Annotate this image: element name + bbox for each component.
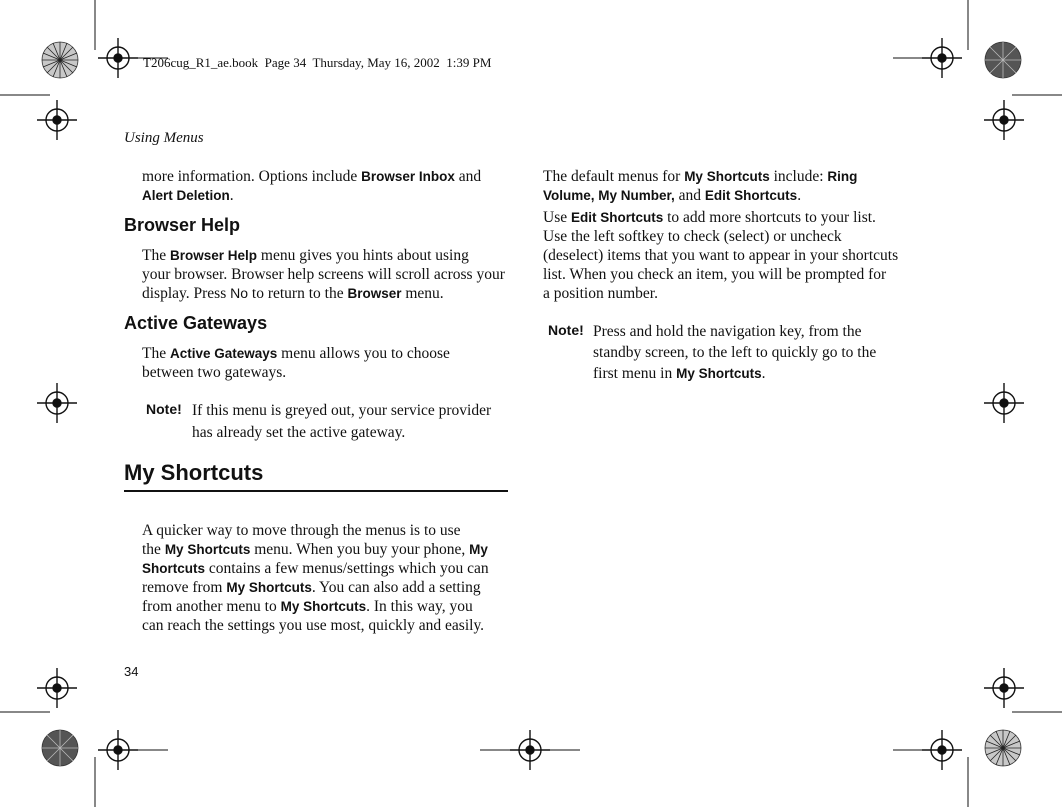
active-gateways-paragraph: The Active Gateways menu allows you to choose between two gateways.: [142, 345, 450, 381]
print-slug: T206cug_R1_ae.book Page 34 Thursday, May 16, 2002 1:39 PM: [143, 55, 492, 70]
my-shortcuts-paragraph: A quicker way to move through the menus is to use the My Shortcuts menu. When you buy your phone, My Shortcuts contains a few menus/settings which you can remove from My Shortcuts. You can also add a setting from another menu to My Shortcuts. In this way, you can reach the settings you use most, quickly and easily.: [142, 522, 489, 634]
default-menus-paragraph: The default menus for My Shortcuts include: Ring Volume, My Number, and Edit Shortcuts.: [543, 168, 858, 204]
page-number: 34: [124, 664, 139, 679]
heading-browser-help: Browser Help: [124, 215, 241, 235]
continued-paragraph: more information. Options include Browser Inbox and Alert Deletion.: [142, 168, 482, 204]
note-label-right: Note!: [548, 322, 584, 338]
note-label-left: Note!: [146, 401, 182, 417]
key-no: No: [230, 285, 249, 301]
heading-active-gateways: Active Gateways: [124, 313, 268, 333]
heading-rule: [124, 490, 508, 492]
heading-my-shortcuts: My Shortcuts: [124, 460, 264, 485]
edit-shortcuts-paragraph: Use Edit Shortcuts to add more shortcuts to your list. Use the left softkey to check (select) or uncheck (deselect) items that you want to appear in your shortcuts list. When you check an item, you will be prompted for a position number.: [543, 209, 899, 302]
note-text-left: If this menu is greyed out, your service provider has already set the active gateway.: [192, 402, 492, 441]
note-text-right: Press and hold the navigation key, from the standby screen, to the left to quickly go to the first menu in My Shortcuts.: [593, 323, 877, 382]
running-header: Using Menus: [124, 130, 204, 146]
browser-help-paragraph: The Browser Help menu gives you hints about using your browser. Browser help screens will scroll across your display. Press No to return to the Browser menu.: [142, 247, 505, 302]
